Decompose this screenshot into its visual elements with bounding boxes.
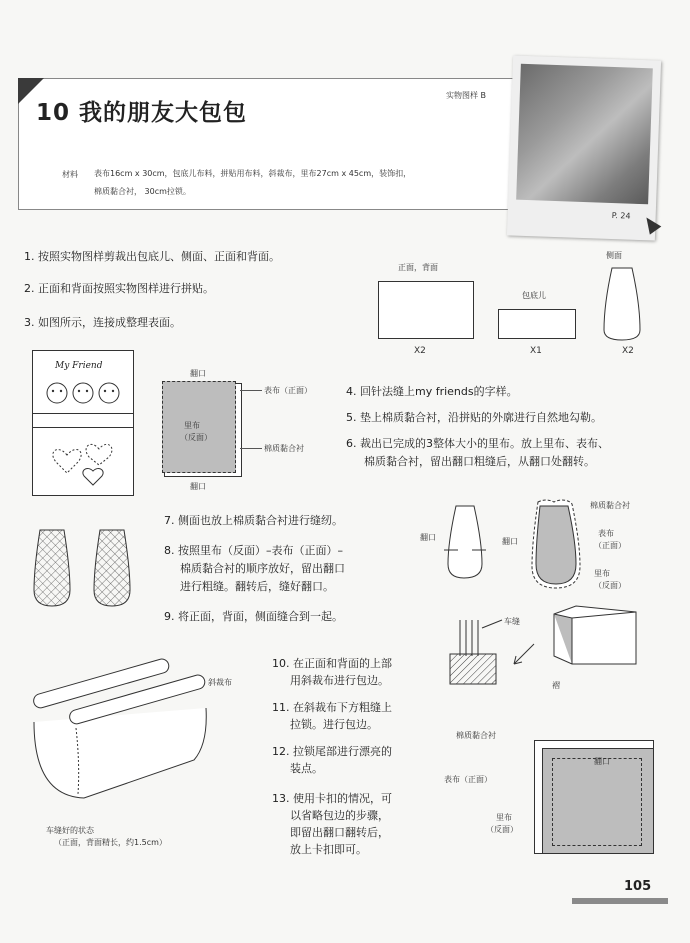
label-bottom: 包底儿 — [522, 291, 546, 300]
photo-page-ref: P. 24 — [611, 211, 631, 221]
count-side: X2 — [622, 346, 634, 356]
label-lining-side-2: （反面） — [594, 581, 626, 590]
hearts-illustration — [47, 435, 123, 489]
caption-finished-1: 车缝好的状态 — [46, 826, 94, 835]
step-6-line-1: 6. 裁出已完成的3整体大小的里布。放上里布、表布、 — [346, 437, 609, 450]
label-turn-opening-side-1: 翻口 — [420, 533, 436, 542]
seam-detail — [446, 616, 506, 688]
leader-line — [240, 390, 262, 391]
label-front-back: 正面，背面 — [398, 263, 438, 272]
page-number-bar — [572, 898, 668, 904]
piece-front-back — [378, 281, 474, 339]
materials-text-line-2: 棉质黏合衬， 30cm拉锁。 — [94, 187, 191, 196]
square-stitch-line — [552, 758, 642, 846]
label-lining-side-1: 里布 — [594, 569, 610, 578]
product-photo-card — [507, 55, 661, 240]
page-number: 105 — [624, 879, 652, 894]
step-8-line-3: 进行粗缝。翻转后，缝好翻口。 — [180, 580, 334, 593]
step-2: 2. 正面和背面按照实物图样进行拼贴。 — [24, 282, 214, 295]
label-lining-1: 里布 — [184, 421, 200, 430]
step-13-line-1: 13. 使用卡扣的情况，可 — [272, 792, 392, 805]
label-interfacing: 棉质黏合衬 — [264, 444, 304, 453]
materials-label: 材料 — [62, 170, 78, 179]
step-8-line-1: 8. 按照里布（反面）–表布（正面）– — [164, 544, 343, 557]
step-12-line-2: 装点。 — [290, 762, 323, 775]
step-13-line-3: 即留出翻口翻转后， — [290, 826, 389, 839]
count-front-back: X2 — [414, 346, 426, 356]
page-title: 10 我的朋友大包包 — [36, 100, 248, 126]
step-8-line-2: 棉质黏合衬的顺序放好，留出翻口 — [180, 562, 345, 575]
label-side: 侧面 — [606, 251, 622, 260]
side-piece-layered — [526, 498, 586, 592]
label-interfacing-side: 棉质黏合衬 — [590, 501, 630, 510]
step-11-line-2: 拉锁。进行包边。 — [290, 718, 378, 731]
label-turn-opening-bottom: 翻口 — [190, 482, 206, 491]
step-10-line-1: 10. 在正面和背面的上部 — [272, 657, 392, 670]
my-friend-text: My Friend — [55, 361, 103, 371]
step-11-line-1: 11. 在斜裁布下方粗缝上 — [272, 701, 392, 714]
quilted-side-panels — [30, 528, 160, 610]
materials-text-line-1: 表布16cm x 30cm，包底儿布料，拼贴用布料，斜裁布，里布27cm x 45cm，装饰扣， — [94, 169, 412, 178]
label-outer-square: 表布（正面） — [444, 775, 492, 784]
label-gusset: 褶 — [552, 681, 560, 690]
caption-finished-2: （正面，背面精长，约1.5cm） — [54, 838, 167, 847]
leader-line — [240, 448, 262, 449]
label-turn-opening-square: 翻口 — [594, 757, 610, 766]
product-photo — [516, 64, 653, 205]
label-turn-opening-top: 翻口 — [190, 369, 206, 378]
step-13-line-4: 放上卡扣即可。 — [290, 843, 367, 856]
label-lining-square-2: （反面） — [486, 825, 518, 834]
arrow-icon — [508, 640, 538, 670]
label-stitch: 车缝 — [504, 617, 520, 626]
step-13-line-2: 以省略包边的步骤， — [290, 809, 389, 822]
piece-bottom — [498, 309, 576, 339]
step-7: 7. 侧面也放上棉质黏合衬进行缝纫。 — [164, 514, 343, 527]
step-4: 4. 回针法缝上my friends的字样。 — [346, 385, 518, 398]
side-piece-plain — [444, 504, 488, 582]
bag-corner-illustration — [546, 604, 638, 674]
step-3: 3. 如图所示，连接成整理表面。 — [24, 316, 181, 329]
bag-with-bias-binding — [28, 668, 228, 818]
bear-faces-illustration — [43, 377, 125, 411]
step-12-line-1: 12. 拉锁尾部进行漂亮的 — [272, 745, 392, 758]
label-interfacing-square: 棉质黏合衬 — [456, 731, 496, 740]
panel-divider — [33, 427, 133, 428]
step-1: 1. 按照实物图样剪裁出包底儿、侧面、正面和背面。 — [24, 250, 280, 263]
label-bias: 斜裁布 — [208, 678, 232, 687]
step-10-line-2: 用斜裁布进行包边。 — [290, 674, 389, 687]
label-outer-side-2: （正面） — [594, 541, 626, 550]
label-outer-side-1: 表布 — [598, 529, 614, 538]
step-9: 9. 将正面，背面，侧面缝合到一起。 — [164, 610, 343, 623]
label-outer-front: 表布（正面） — [264, 386, 312, 395]
photo-reference: 实物图样 B — [446, 91, 487, 100]
label-lining-square-1: 里布 — [496, 813, 512, 822]
label-lining-2: （反面） — [180, 433, 212, 442]
step-5: 5. 垫上棉质黏合衬，沿拼贴的外廓进行自然地勾勒。 — [346, 411, 602, 424]
piece-side-shape — [600, 264, 644, 344]
step-6-line-2: 棉质黏合衬，留出翻口粗缝后，从翻口处翻转。 — [364, 455, 595, 468]
patchwork-panel — [32, 350, 134, 496]
panel-divider — [33, 413, 133, 414]
label-turn-opening-side-2: 翻口 — [502, 537, 518, 546]
count-bottom: X1 — [530, 346, 542, 356]
